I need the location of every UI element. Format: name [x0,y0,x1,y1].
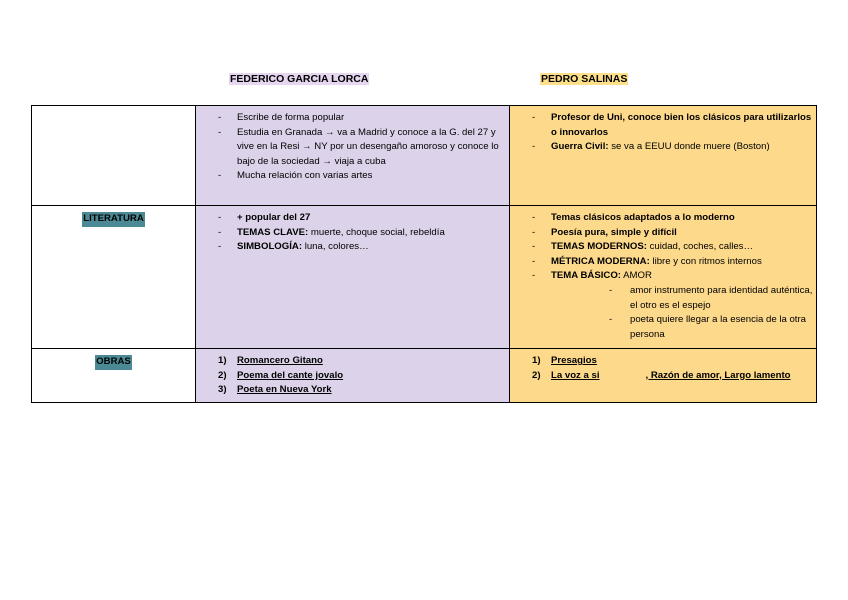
sub-list-item [551,284,816,313]
table-row-obras [32,349,817,403]
list-item-text: Estudia en Granada → va a Madrid y conoce a la G. del 27 y vive en la Resi → NY por un desengaño amoroso y conoce lo bajo de la sociedad → viaja a cuba [237,126,499,167]
list-item [510,369,816,384]
list-item-text: libre y con ritmos internos [649,255,762,267]
list-item [196,226,509,241]
list-item-bold: TEMA BÁSICO: [551,270,621,282]
list-item [510,226,816,241]
table-row-bio [32,106,817,206]
header-salinas-text: PEDRO SALINAS [541,73,628,85]
salinas-literatura-list [510,211,816,342]
list-item-text: Escribe de forma popular [237,112,345,123]
header-salinas [540,73,628,85]
header-lorca-text: FEDERICO GARCIA LORCA [230,73,369,85]
list-item [196,211,509,226]
list-item [510,111,816,140]
salinas-literatura-cell [510,206,817,349]
list-item-bold: Poesía pura, simple y difícil [551,226,677,238]
list-item [196,169,509,184]
list-item-text: Mucha relación con varias artes [237,170,373,182]
list-item-bold: TEMAS CLAVE: [237,226,309,238]
row-label-cell [32,106,196,206]
list-item-text: luna, colores… [302,241,369,253]
header-lorca [229,73,369,85]
salinas-obras-list [510,354,816,383]
lorca-literatura-cell [196,206,510,349]
row-label-cell [32,206,196,349]
list-item [510,211,816,226]
list-item-bold: Profesor de Uni, conoce bien los clásicos para utilizarlos o innovarlos [551,112,812,138]
lorca-obras-list [196,354,509,398]
work-title: Poema del cante jovalo [237,369,344,381]
list-item-bold: Guerra Civil: [551,141,609,153]
sub-list-item-text: poeta quiere llegar a la esencia de la otra persona [630,314,807,340]
work-title: , Razón de amor, Largo lamento [645,369,791,381]
list-item [510,255,816,270]
work-title: Presagios [551,355,597,366]
row-label-literatura: LITERATURA [82,212,145,227]
row-label-obras: OBRAS [95,355,132,370]
list-number: 3) [218,384,227,396]
salinas-obras-cell [510,349,817,403]
list-item-bold: MÉTRICA MODERNA: [551,255,650,267]
work-title: Romancero Gitano [237,355,323,366]
list-number: 2) [532,369,541,381]
list-item [510,240,816,255]
list-item-text: cuidad, coches, calles… [646,241,754,253]
lorca-literatura-list [196,211,509,255]
comparison-table [31,105,817,403]
salinas-bio-cell [510,106,817,206]
work-title: La voz a si [551,369,600,381]
list-number: 1) [218,355,227,366]
sub-list-item-text: amor instrumento para identidad auténtica, el otro es el espejo [630,284,813,311]
salinas-bio-list [510,111,816,155]
list-item [196,240,509,255]
lorca-obras-cell [196,349,510,403]
list-item [196,354,509,369]
list-item-text: muerte, choque social, rebeldía [308,226,445,238]
list-item-bold: SIMBOLOGÍA: [237,241,303,253]
work-title: Poeta en Nueva York [237,384,332,396]
row-label-cell [32,349,196,403]
salinas-amor-sublist [551,284,816,342]
list-item [510,269,816,342]
list-item [510,140,816,155]
sub-list-item [551,313,816,342]
lorca-bio-cell [196,106,510,206]
lorca-bio-list [196,111,509,184]
list-item [510,354,816,369]
list-number: 2) [218,369,227,381]
list-item-text: AMOR [621,270,652,282]
list-item [196,111,509,126]
list-number: 1) [532,355,541,366]
list-item-bold: + popular del 27 [237,212,311,223]
list-item-bold: TEMAS MODERNOS: [551,241,647,253]
list-item-text: se va a EEUU donde muere (Boston) [608,141,770,153]
list-item [196,369,509,384]
list-item [196,126,509,170]
list-item [196,383,509,398]
table-row-literatura [32,206,817,349]
list-item-bold: Temas clásicos adaptados a lo moderno [551,212,735,223]
